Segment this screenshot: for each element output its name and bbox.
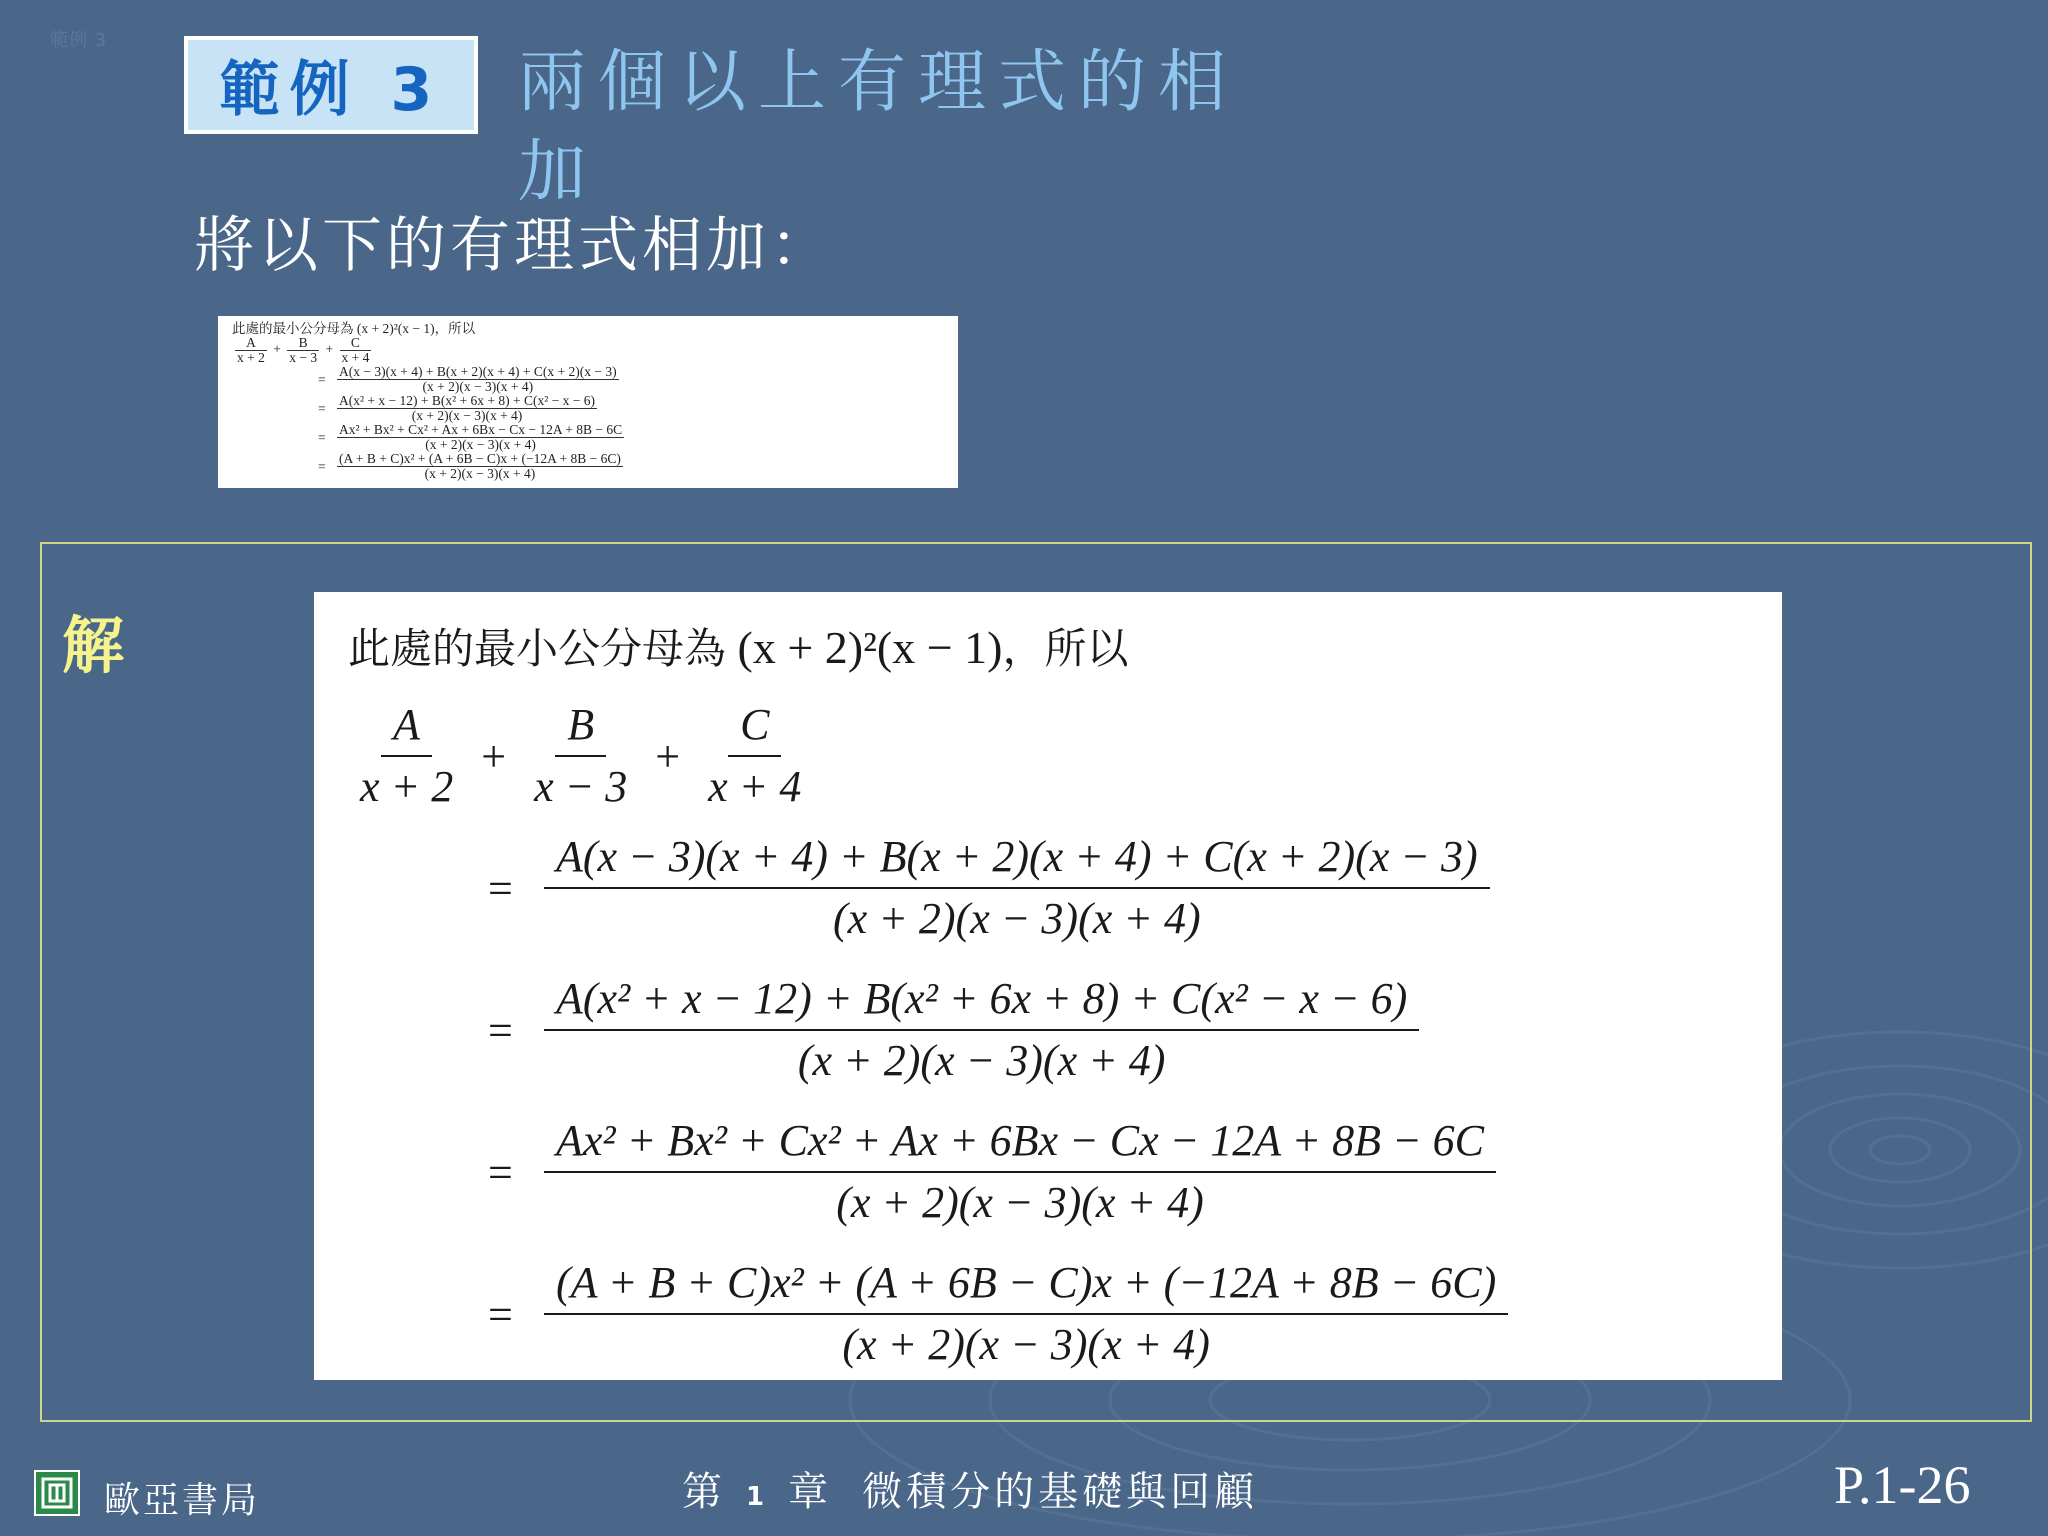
preview-step: = $\frac{\text{(A + B + C)x² + (A + 6B − C)x + (−12A + 8B − 6C)}}{(x + 2)(x - 3)(x + 4)}$ [318,451,621,481]
preview-step: = $\frac{\text{Ax² + Bx² + Cx² + Ax + 6Bx − Cx − 12A + 8B − 6C}}{(x + 2)(x - 3)(x + 4)}$ [318,422,623,452]
intro-tail: ，所以 [1002,624,1129,673]
chapter-footer [682,1460,1258,1517]
chapter-suffix: 章 [788,1469,833,1515]
page-number: P.1-26 [1834,1455,1971,1515]
equals-sign: = [488,1289,513,1339]
preview-step: = $\frac{A(x - 3)(x + 4) + B(x + 2)(x + 4) + C(x + 2)(x - 3)}{(x + 2)(x - 3)(x + 4)}$ [318,364,617,394]
step-fraction: $\frac{\text{(A + B + C)x² + (A + 6B − C)x + (−12A + 8B − 6C)}}{(x + 2)(x - 3)(x + 4)}$ [544,1253,1508,1375]
solution-label: 解 [62,609,125,682]
example-tag-faint: 範例 3 [50,30,108,51]
solution-intro [348,618,1748,679]
chapter-number: 1 [746,1482,769,1512]
equation-step-3 [488,1101,1748,1243]
equals-sign: = [488,863,513,913]
fraction-sum [348,695,1748,817]
step-fraction: $\frac{\text{A(x² + x − 12) + B(x² + 6x + 8) + C(x² − x − 6)}}{(x + 2)(x - 3)(x + 4)}$ [544,969,1419,1091]
fraction-c: $\frac{C}{x + 4}$ [696,695,813,817]
step-fraction: $\frac{\text{Ax² + Bx² + Cx² + Ax + 6Bx − Cx − 12A + 8B − 6C}}{(x + 2)(x - 3)(x + 4)}$ [544,1111,1496,1233]
example-badge: 範例 3 [184,36,478,134]
preview-fraction: $\frac{C}{x + 4}$ [341,335,370,365]
preview-step: = $\frac{\text{A(x² + x − 12) + B(x² + 6x + 8) + C(x² − x − 6)}}{(x + 2)(x - 3)(x + 4)}$ [318,393,596,423]
equation-step-4 [488,1243,1748,1380]
fraction-a: A x + 2 [348,695,465,817]
chapter-prefix: 第 [682,1469,726,1515]
fraction-b: $\frac{B}{x - 3}$ [522,695,639,817]
plus-sign: + [655,731,681,781]
preview-intro: 此處的最小公分母為 (x + 2)²(x − 1)，所以 [232,321,476,336]
equation-step-2 [488,959,1748,1101]
publisher-name: 歐亞書局 [104,1480,261,1521]
equals-sign: = [488,1005,513,1055]
instruction-text: 將以下的有理式相加： [194,211,834,281]
publisher-logo-icon [34,1470,80,1516]
intro-text: 此處的最小公分母為 [348,624,727,673]
equation-step-1 [488,817,1748,959]
preview-fraction: $\frac{B}{x - 3}$ [289,335,318,365]
step-fraction: $\frac{A(x - 3)(x + 4) + B(x + 2)(x + 4) + C(x + 2)(x - 3)}{(x + 2)(x - 3)(x + 4)}$ [544,827,1490,949]
problem-preview-image [218,316,958,488]
solution-card [314,592,1782,1380]
preview-sum: $\frac{A}{x + 2}$ + $\frac{B}{x - 3}$ + $\frac{C}{x + 4}$ [237,335,370,365]
intro-expression: (x + 2)²(x − 1) [737,622,1003,673]
slide-title: 兩個以上有理式的相加 [518,43,1239,212]
preview-fraction: $\frac{A}{x + 2}$ [237,335,265,365]
equals-sign: = [488,1147,513,1197]
plus-sign: + [481,731,507,781]
chapter-title: 微積分的基礎與回顧 [862,1469,1259,1515]
